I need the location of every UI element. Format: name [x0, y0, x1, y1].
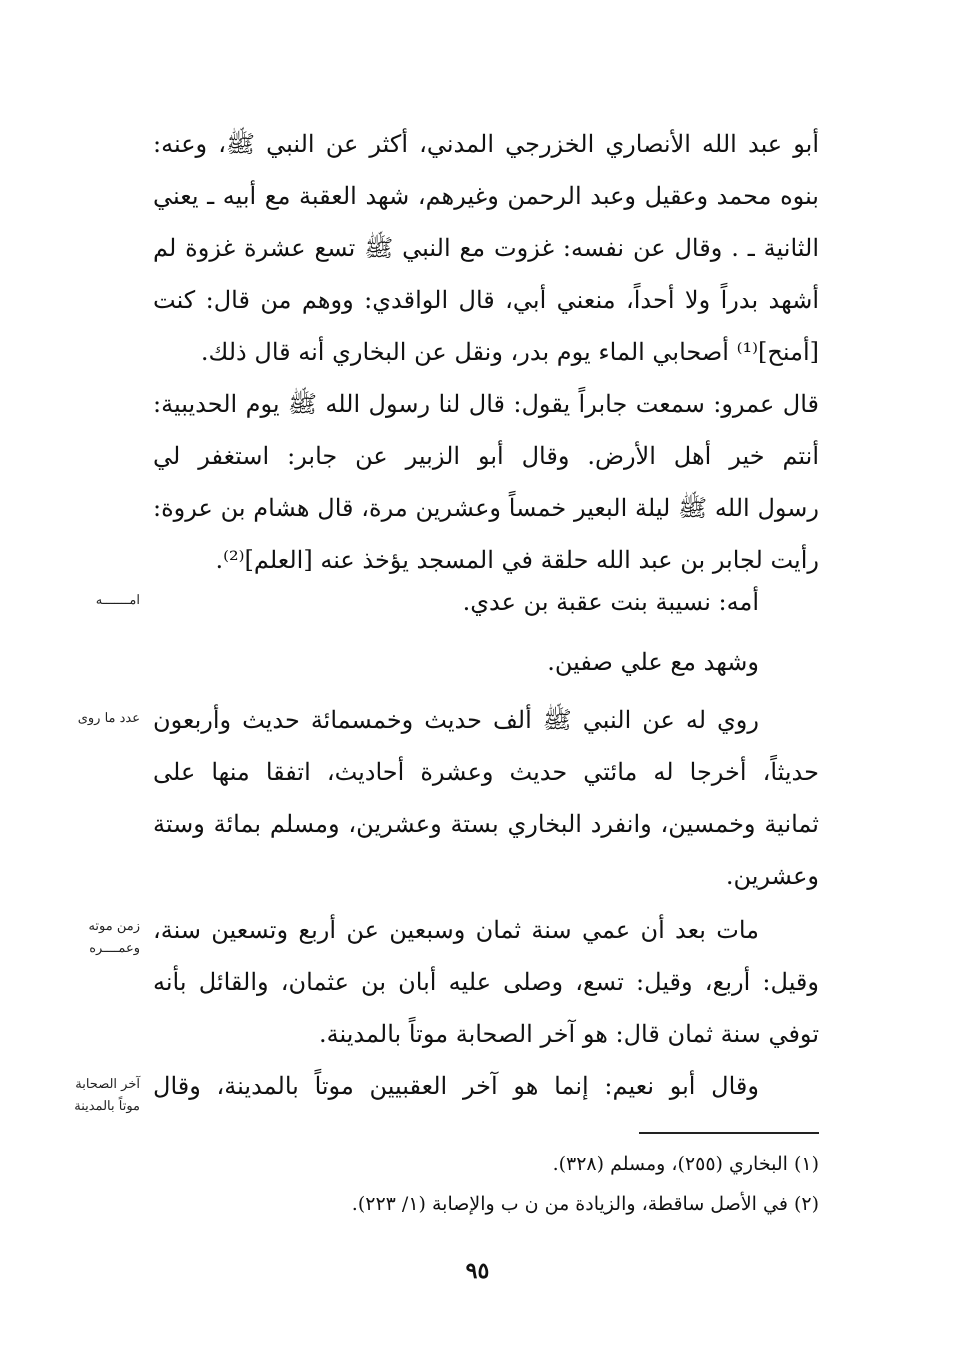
- paragraph-abu-nuaym: [153, 1060, 819, 1112]
- text-line: مات بعد أن عمي سنة ثمان وسبعين عن أربع وتسعين سنة،: [153, 916, 759, 944]
- paragraph-narration-count: [153, 694, 819, 902]
- paragraph-death: [153, 904, 819, 1060]
- text-line: أمه: نسيبة بنت عقبة بن عدي.: [462, 588, 759, 616]
- margin-note-line: موتاً بالمدينة: [74, 1099, 140, 1114]
- paragraph-mother: [153, 576, 819, 628]
- margin-note-mother: [20, 590, 140, 612]
- text-line: روي له عن النبي ﷺ ألف حديث وخمسمائة حديث وأربعون: [153, 706, 759, 734]
- footnotes: [153, 1144, 819, 1224]
- text-line: أبو عبد الله الأنصاري الخزرجي المدني، أكثر عن النبي ﷺ، وعنه:: [153, 130, 819, 158]
- paragraph-biography: [153, 118, 819, 378]
- footnote-separator: [639, 1132, 819, 1134]
- margin-note-line: زمن موته: [88, 919, 140, 934]
- text-line: توفي سنة ثمان قال: هو آخر الصحابة موتاً بالمدينة.: [319, 1020, 819, 1048]
- text-line: الثانية ـ . وقال عن نفسه: غزوت مع النبي ﷺ تسع عشرة غزوة لم: [153, 234, 819, 262]
- text-line: وشهد مع علي صفين.: [547, 648, 759, 676]
- margin-note-line: امـــــــه: [95, 593, 140, 608]
- text-line: رأيت لجابر بن عبد الله حلقة في المسجد يؤخذ عنه [العلم]⁽²⁾.: [215, 546, 819, 574]
- text-line: وقيل: أربع، وقيل: تسع، وصلى عليه أبان بن عثمان، والقائل بأنه: [153, 968, 819, 996]
- footnote-1: (١) البخاري (٢٥٥)، ومسلم (٣٢٨).: [552, 1153, 819, 1175]
- text-line: أشهد بدراً ولا أحداً، منعني أبي، قال الواقدي: ووهم من قال: كنت: [153, 286, 819, 314]
- margin-note-line: آخر الصحابة: [75, 1077, 140, 1092]
- text-line: وعشرين.: [725, 862, 819, 890]
- margin-note-death: [20, 916, 140, 960]
- margin-note-line: وعمــــره: [89, 941, 140, 956]
- text-line: بنوه محمد وعقيل وعبد الرحمن وغيرهم، شهد العقبة مع أبيه ـ يعني: [153, 182, 819, 210]
- margin-note-narrations: [20, 708, 140, 730]
- text-line: وقال أبو نعيم: إنما هو آخر العقبيين موتاً بالمدينة، وقال: [153, 1072, 759, 1100]
- text-line: حديثاً، أخرجا له مائتي حديث وعشرة أحاديث، اتفقا منها على: [153, 758, 819, 786]
- margin-note-last-companion: [20, 1074, 140, 1118]
- text-line: رسول الله ﷺ ليلة البعير خمساً وعشرين مرة، قال هشام بن عروة:: [153, 494, 819, 522]
- paragraph-hadith-reports: [153, 378, 819, 586]
- text-line: أنتم خير أهل الأرض. وقال أبو الزبير عن جابر: استغفر لي: [153, 442, 819, 470]
- page-number: ٩٥: [465, 1258, 490, 1284]
- footnote-2: (٢) في الأصل ساقطة، والزيادة من ن ب والإصابة (١/ ٢٢٣).: [351, 1193, 819, 1215]
- margin-note-line: عدد ما روى: [77, 711, 140, 726]
- text-line: ثمانية وخمسين، وانفرد البخاري بستة وعشرين، ومسلم بمائة وستة: [153, 810, 819, 838]
- text-line: قال عمرو: سمعت جابراً يقول: قال لنا رسول الله ﷺ يوم الحديبية:: [153, 390, 819, 418]
- text-line: [أمنح]⁽¹⁾ أصحابي الماء يوم بدر، ونقل عن البخاري أنه قال ذلك.: [200, 338, 819, 366]
- paragraph-siffin: [153, 636, 819, 688]
